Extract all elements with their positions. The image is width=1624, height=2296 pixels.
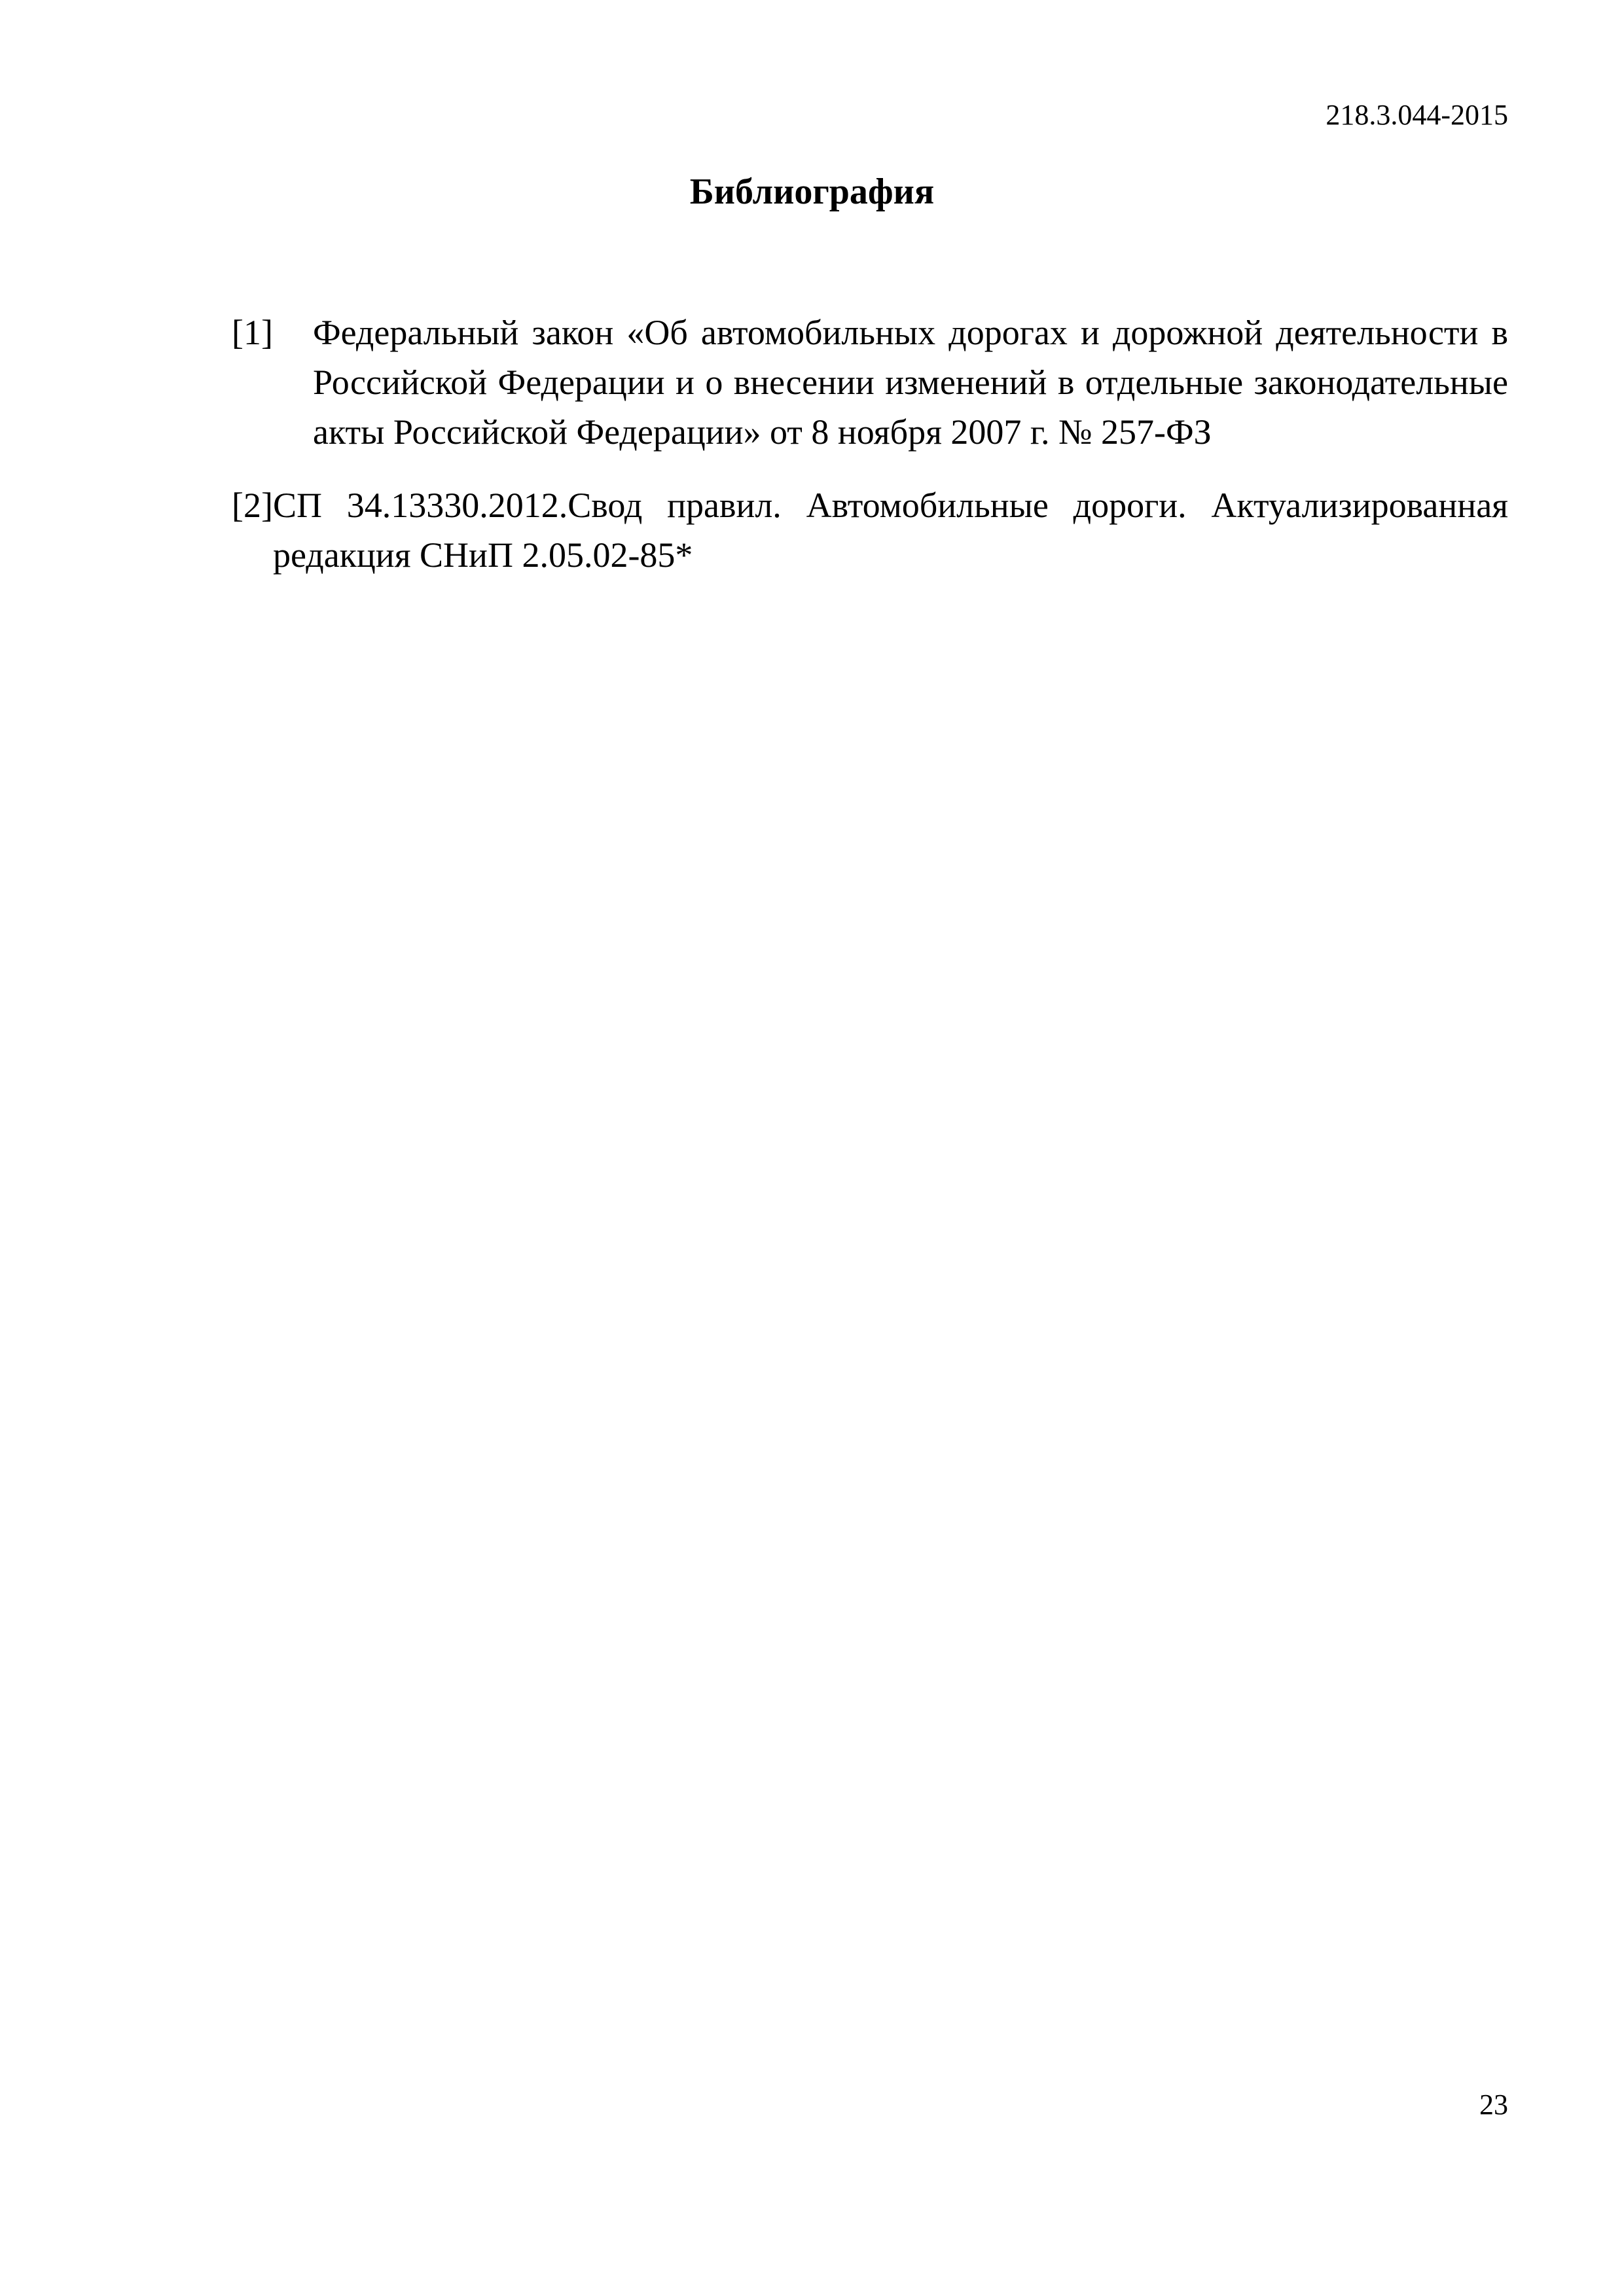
document-code: 218.3.044-2015: [1326, 99, 1508, 131]
bibliography-entry-number: [2]: [232, 486, 273, 525]
bibliography-entry-text: Федеральный закон «Об автомобильных дорогах и дорожной деятельности в Российской Федерации и о внесении изменений в отдельные законодательные акты Российской Федерации» от 8 ноября 2007 г. № 257-ФЗ: [313, 313, 1508, 452]
bibliography-entry-number: [1]: [232, 313, 273, 352]
bibliography-list: [232, 308, 1508, 603]
bibliography-entry-text: СП 34.13330.2012.Свод правил. Автомобильные дороги. Актуализированная редакция СНиП 2.05.02-85*: [272, 486, 1508, 575]
bibliography-entry-1: [232, 308, 1508, 457]
page-title: Библиография: [689, 171, 935, 212]
page-number: 23: [1479, 2089, 1508, 2121]
bibliography-entry-2: [232, 480, 1508, 580]
